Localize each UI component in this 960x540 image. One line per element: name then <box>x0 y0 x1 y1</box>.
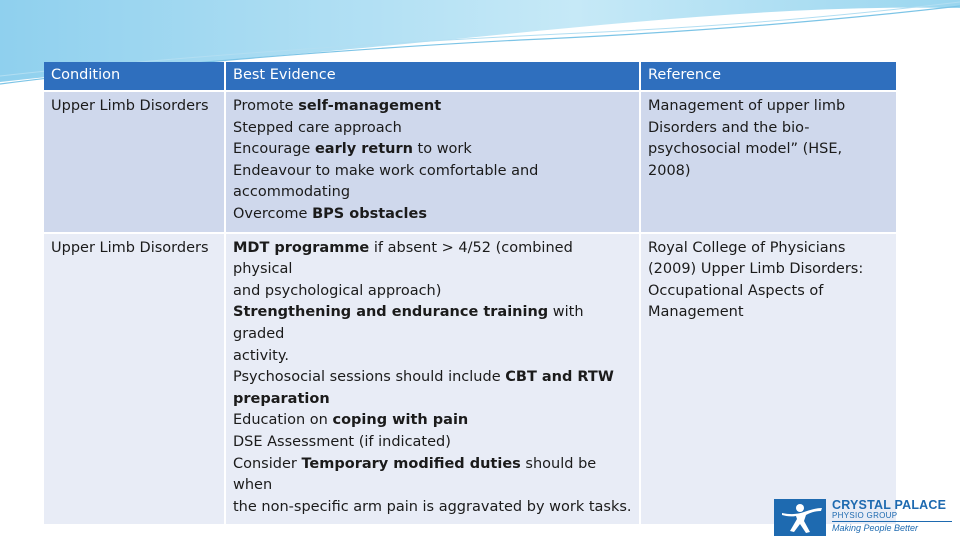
evidence-line <box>233 389 632 411</box>
running-figure-icon <box>774 499 826 536</box>
evidence-emphasis: Strengthening and endurance training <box>233 304 549 321</box>
evidence-text: should be when <box>233 455 597 494</box>
logo-name: CRYSTAL PALACE <box>832 498 947 512</box>
evidence-emphasis: Temporary modified duties <box>301 455 521 472</box>
evidence-text: Stepped care approach <box>233 119 402 136</box>
evidence-text: Consider <box>233 455 302 472</box>
evidence-line <box>233 182 632 204</box>
evidence-line <box>233 161 632 183</box>
logo-divider <box>832 521 952 522</box>
evidence-emphasis: CBT and RTW <box>505 369 614 386</box>
evidence-emphasis: MDT programme <box>233 239 370 256</box>
evidence-emphasis: early return <box>314 141 413 158</box>
evidence-line <box>233 497 632 519</box>
evidence-cell <box>225 233 640 526</box>
logo-subtitle: PHYSIO GROUP <box>832 511 898 520</box>
evidence-line <box>233 238 632 281</box>
evidence-line <box>233 118 632 140</box>
condition-cell: Upper Limb Disorders <box>44 233 225 526</box>
evidence-text: DSE Assessment (if indicated) <box>233 433 451 450</box>
evidence-line <box>233 139 632 161</box>
header-reference: Reference <box>640 62 896 91</box>
evidence-text: with graded <box>233 304 584 342</box>
reference-cell <box>640 91 896 233</box>
reference-line: Disorders and the bio- <box>648 119 810 136</box>
evidence-line <box>233 454 632 497</box>
header-best-evidence: Best Evidence <box>225 62 640 91</box>
evidence-text: and psychological approach) <box>233 282 442 299</box>
evidence-text: Education on <box>233 412 333 429</box>
condition-cell: Upper Limb Disorders <box>44 91 225 233</box>
evidence-line <box>233 410 632 432</box>
header-condition: Condition <box>44 62 225 91</box>
table-row <box>44 91 896 233</box>
evidence-line <box>233 302 632 345</box>
evidence-text: Encourage <box>233 141 315 158</box>
reference-line: Management <box>648 304 744 321</box>
evidence-line <box>233 346 632 368</box>
evidence-text: accommodating <box>233 184 351 201</box>
evidence-table <box>44 62 896 526</box>
reference-line: Management of upper limb <box>648 98 846 114</box>
evidence-text: activity. <box>233 347 289 364</box>
logo-tagline: Making People Better <box>832 523 919 533</box>
reference-line: Royal College of Physicians <box>648 239 846 256</box>
reference-line: Occupational Aspects of <box>648 282 824 299</box>
evidence-text: Psychosocial sessions should include <box>233 369 506 386</box>
evidence-text: if absent > 4/52 (combined physical <box>233 239 573 278</box>
evidence-emphasis: self-management <box>298 98 442 114</box>
crystal-palace-logo <box>774 496 954 536</box>
reference-line: (2009) Upper Limb Disorders: <box>648 261 864 278</box>
evidence-line <box>233 281 632 303</box>
evidence-emphasis: coping with pain <box>332 412 469 429</box>
reference-cell <box>640 233 896 526</box>
evidence-line <box>233 204 632 226</box>
evidence-line <box>233 367 632 389</box>
evidence-text: to work <box>412 141 472 158</box>
evidence-text: Promote <box>233 98 299 114</box>
evidence-emphasis: BPS obstacles <box>312 205 427 222</box>
evidence-cell <box>225 91 640 233</box>
evidence-emphasis: preparation <box>233 390 330 407</box>
evidence-text: Endeavour to make work comfortable and <box>233 162 539 179</box>
evidence-text: the non-specific arm pain is aggravated by work tasks. <box>233 498 632 515</box>
evidence-text: Overcome <box>233 205 313 222</box>
table-row <box>44 233 896 526</box>
table-header-row <box>44 62 896 91</box>
evidence-line <box>233 432 632 454</box>
reference-line: psychosocial model” (HSE, 2008) <box>648 141 843 179</box>
evidence-line <box>233 96 632 118</box>
